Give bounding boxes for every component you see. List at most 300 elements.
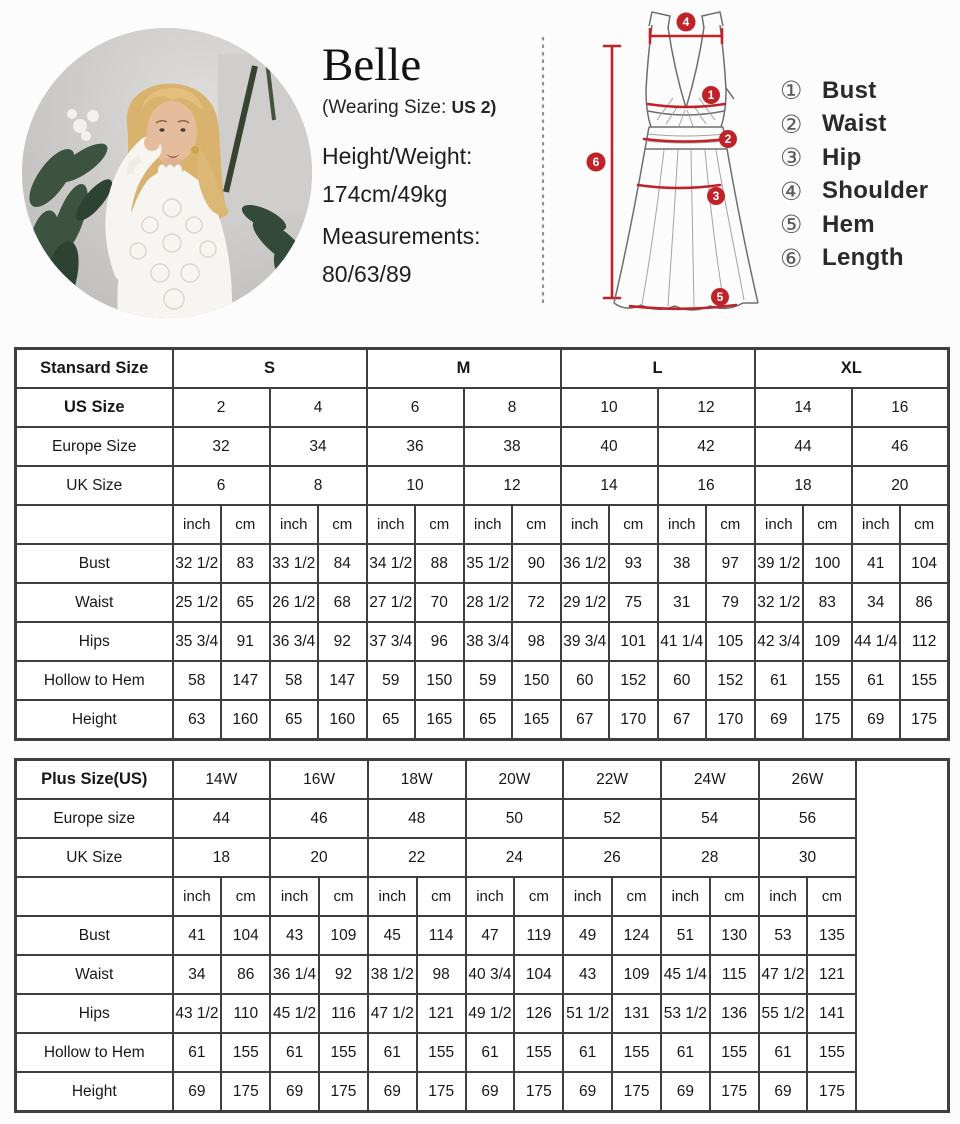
- measurements-label: Measurements:: [322, 222, 481, 249]
- measure-value: 155: [710, 1033, 759, 1072]
- measure-value: 160: [318, 700, 367, 740]
- bust-marker: [702, 86, 720, 104]
- circled-number-icon: ⑤: [780, 210, 803, 240]
- measure-value: 36 1/4: [270, 955, 319, 994]
- measure-value: 91: [221, 622, 270, 661]
- unit-header: inch: [661, 877, 710, 916]
- table-row: [16, 505, 949, 544]
- measure-value: 126: [514, 994, 563, 1033]
- measure-value: 69: [759, 1072, 808, 1112]
- legend-item-hip: [780, 141, 928, 175]
- measure-value: 131: [612, 994, 661, 1033]
- measure-value: 51 1/2: [563, 994, 612, 1033]
- model-photo: [22, 28, 312, 318]
- measure-value: 119: [514, 916, 563, 955]
- measure-value: 28 1/2: [464, 583, 513, 622]
- table-row: [16, 466, 949, 505]
- unit-header: inch: [852, 505, 901, 544]
- standard-size-table-title: Stansard Size: [16, 349, 173, 389]
- wearing-size-value: US 2): [451, 96, 497, 117]
- circled-number-icon: ⑥: [780, 243, 803, 273]
- measure-value: 42 3/4: [755, 622, 804, 661]
- measure-value: 155: [807, 1033, 856, 1072]
- circled-number-icon: ②: [780, 109, 803, 139]
- unit-header: cm: [807, 877, 856, 916]
- measure-value: 61: [661, 1033, 710, 1072]
- measure-value: 104: [221, 916, 270, 955]
- measure-value: 92: [319, 955, 368, 994]
- measure-value: 170: [706, 700, 755, 740]
- measure-value: 61: [173, 1033, 222, 1072]
- row-label: Bust: [16, 544, 173, 583]
- standard-size-table: [14, 347, 950, 741]
- size-value: 16: [852, 388, 949, 427]
- table-row: [16, 349, 949, 389]
- measure-value: 69: [466, 1072, 515, 1112]
- table-row: [16, 760, 949, 800]
- unit-header: cm: [512, 505, 561, 544]
- unit-header: cm: [319, 877, 368, 916]
- measure-value: 175: [221, 1072, 270, 1112]
- measure-value: 84: [318, 544, 367, 583]
- size-value: 6: [367, 388, 464, 427]
- measure-value: 152: [706, 661, 755, 700]
- svg-text:1: 1: [707, 88, 715, 102]
- measure-value: 68: [318, 583, 367, 622]
- measure-value: 47 1/2: [368, 994, 417, 1033]
- measure-value: 36 1/2: [561, 544, 610, 583]
- table-row: [16, 544, 949, 583]
- table-row: [16, 622, 949, 661]
- row-label: UK Size: [16, 466, 173, 505]
- size-value: 10: [367, 466, 464, 505]
- measure-value: 155: [319, 1033, 368, 1072]
- measure-value: 33 1/2: [270, 544, 319, 583]
- measure-value: 104: [514, 955, 563, 994]
- header-section: [0, 0, 960, 347]
- table-row: [16, 1033, 949, 1072]
- measure-value: 69: [368, 1072, 417, 1112]
- measure-markers: [587, 13, 738, 307]
- unit-header: inch: [755, 505, 804, 544]
- measure-value: 61: [466, 1033, 515, 1072]
- size-value: 36: [367, 427, 464, 466]
- measure-value: 165: [512, 700, 561, 740]
- size-group-header: 18W: [368, 760, 466, 800]
- measure-value: 69: [852, 700, 901, 740]
- unit-header: cm: [318, 505, 367, 544]
- svg-text:3: 3: [712, 189, 720, 203]
- measure-value: 38 1/2: [368, 955, 417, 994]
- measure-value: 34 1/2: [367, 544, 416, 583]
- measure-value: 109: [319, 916, 368, 955]
- measure-value: 83: [803, 583, 852, 622]
- size-value: 14: [561, 466, 658, 505]
- measure-value: 155: [612, 1033, 661, 1072]
- table-row: [16, 877, 949, 916]
- table-row: [16, 916, 949, 955]
- table-row: [16, 955, 949, 994]
- measure-value: 79: [706, 583, 755, 622]
- row-label: Waist: [16, 583, 173, 622]
- table-row: [16, 799, 949, 838]
- size-group-header: L: [561, 349, 755, 389]
- unit-header: inch: [367, 505, 416, 544]
- measure-value: 63: [173, 700, 222, 740]
- row-label: [16, 877, 173, 916]
- size-value: 22: [368, 838, 466, 877]
- wearing-size: [322, 97, 542, 119]
- measure-value: 44 1/4: [852, 622, 901, 661]
- measure-value: 104: [900, 544, 949, 583]
- row-label: Height: [16, 1072, 173, 1112]
- measure-value: 65: [270, 700, 319, 740]
- measure-value: 45: [368, 916, 417, 955]
- size-value: 10: [561, 388, 658, 427]
- size-value: 12: [658, 388, 755, 427]
- legend-item-bust: [780, 74, 928, 108]
- measure-value: 175: [319, 1072, 368, 1112]
- measure-value: 53 1/2: [661, 994, 710, 1033]
- measure-value: 49: [563, 916, 612, 955]
- size-value: 4: [270, 388, 367, 427]
- measure-value: 65: [221, 583, 270, 622]
- row-label: Height: [16, 700, 173, 740]
- measure-value: 69: [661, 1072, 710, 1112]
- measure-value: 25 1/2: [173, 583, 222, 622]
- size-value: 54: [661, 799, 759, 838]
- legend-label: Bust: [822, 76, 877, 104]
- measure-value: 65: [464, 700, 513, 740]
- measure-value: 58: [173, 661, 222, 700]
- unit-header: cm: [706, 505, 755, 544]
- measure-value: 150: [415, 661, 464, 700]
- measure-value: 101: [609, 622, 658, 661]
- measure-value: 32 1/2: [173, 544, 222, 583]
- measure-value: 155: [221, 1033, 270, 1072]
- table-row: [16, 994, 949, 1033]
- unit-header: cm: [514, 877, 563, 916]
- unit-header: inch: [270, 505, 319, 544]
- size-group-header: 22W: [563, 760, 661, 800]
- size-value: 24: [466, 838, 564, 877]
- unit-header: cm: [221, 505, 270, 544]
- unit-header: cm: [900, 505, 949, 544]
- measure-value: 175: [710, 1072, 759, 1112]
- measurements-value: 80/63/89: [322, 260, 412, 287]
- unit-header: inch: [759, 877, 808, 916]
- measure-value: 69: [755, 700, 804, 740]
- height-weight-label: Height/Weight:: [322, 142, 473, 169]
- unit-header: inch: [270, 877, 319, 916]
- measure-value: 60: [561, 661, 610, 700]
- size-value: 20: [270, 838, 368, 877]
- measure-value: 60: [658, 661, 707, 700]
- legend-label: Length: [822, 244, 904, 272]
- measure-value: 61: [759, 1033, 808, 1072]
- row-label: Bust: [16, 916, 173, 955]
- measure-value: 83: [221, 544, 270, 583]
- measure-value: 35 3/4: [173, 622, 222, 661]
- size-group-header: 14W: [173, 760, 271, 800]
- measure-value: 59: [367, 661, 416, 700]
- measure-value: 39 3/4: [561, 622, 610, 661]
- measure-value: 155: [803, 661, 852, 700]
- measure-value: 29 1/2: [561, 583, 610, 622]
- unit-header: cm: [612, 877, 661, 916]
- measure-value: 45 1/2: [270, 994, 319, 1033]
- measure-value: 121: [807, 955, 856, 994]
- unit-header: inch: [368, 877, 417, 916]
- waist-marker: [719, 130, 737, 148]
- row-label: Hips: [16, 622, 173, 661]
- measure-value: 152: [609, 661, 658, 700]
- standard-size-table-section: [14, 347, 960, 741]
- length-measure-line: [604, 46, 620, 298]
- empty-column: [856, 760, 948, 1112]
- measure-value: 61: [270, 1033, 319, 1072]
- measure-value: 69: [563, 1072, 612, 1112]
- circled-number-icon: ④: [780, 176, 803, 206]
- size-value: 18: [173, 838, 271, 877]
- measure-value: 69: [173, 1072, 222, 1112]
- measure-value: 32 1/2: [755, 583, 804, 622]
- measure-value: 114: [417, 916, 466, 955]
- measure-value: 58: [270, 661, 319, 700]
- unit-header: cm: [417, 877, 466, 916]
- size-value: 44: [173, 799, 271, 838]
- legend-label: Hem: [822, 210, 875, 238]
- size-value: 20: [852, 466, 949, 505]
- measure-value: 112: [900, 622, 949, 661]
- measure-value: 67: [658, 700, 707, 740]
- measure-value: 110: [221, 994, 270, 1033]
- measure-value: 141: [807, 994, 856, 1033]
- measure-value: 49 1/2: [466, 994, 515, 1033]
- measure-value: 96: [415, 622, 464, 661]
- measure-value: 43: [270, 916, 319, 955]
- svg-text:4: 4: [682, 15, 690, 29]
- measure-value: 155: [417, 1033, 466, 1072]
- legend-item-shoulder: [780, 175, 928, 209]
- measure-value: 61: [852, 661, 901, 700]
- measure-value: 38 3/4: [464, 622, 513, 661]
- measure-value: 86: [900, 583, 949, 622]
- measure-value: 27 1/2: [367, 583, 416, 622]
- measure-value: 31: [658, 583, 707, 622]
- size-value: 46: [270, 799, 368, 838]
- size-value: 40: [561, 427, 658, 466]
- measure-value: 41: [852, 544, 901, 583]
- size-group-header: S: [173, 349, 367, 389]
- measure-value: 47: [466, 916, 515, 955]
- row-label: Europe size: [16, 799, 173, 838]
- measure-value: 59: [464, 661, 513, 700]
- unit-header: cm: [221, 877, 270, 916]
- table-row: [16, 583, 949, 622]
- size-value: 38: [464, 427, 561, 466]
- legend-label: Shoulder: [822, 177, 929, 205]
- size-value: 18: [755, 466, 852, 505]
- measure-value: 35 1/2: [464, 544, 513, 583]
- size-value: 26: [563, 838, 661, 877]
- unit-header: inch: [173, 505, 222, 544]
- size-value: 8: [464, 388, 561, 427]
- measure-lines: [630, 29, 736, 309]
- row-label: Hollow to Hem: [16, 1033, 173, 1072]
- measure-value: 65: [367, 700, 416, 740]
- measure-value: 69: [270, 1072, 319, 1112]
- row-label: Waist: [16, 955, 173, 994]
- measure-value: 61: [755, 661, 804, 700]
- measure-value: 39 1/2: [755, 544, 804, 583]
- row-label: US Size: [16, 388, 173, 427]
- wearing-size-prefix: (Wearing Size:: [322, 96, 447, 118]
- size-value: 2: [173, 388, 270, 427]
- measure-value: 98: [417, 955, 466, 994]
- size-value: 50: [466, 799, 564, 838]
- measure-value: 92: [318, 622, 367, 661]
- size-value: 32: [173, 427, 270, 466]
- measure-value: 175: [803, 700, 852, 740]
- svg-text:5: 5: [716, 290, 724, 304]
- measure-value: 150: [512, 661, 561, 700]
- unit-header: cm: [415, 505, 464, 544]
- size-group-header: 16W: [270, 760, 368, 800]
- measure-value: 147: [221, 661, 270, 700]
- measure-value: 175: [612, 1072, 661, 1112]
- length-marker: [587, 153, 606, 172]
- measure-value: 175: [514, 1072, 563, 1112]
- measure-value: 105: [706, 622, 755, 661]
- legend-item-waist: [780, 108, 928, 142]
- row-label: Hips: [16, 994, 173, 1033]
- measure-value: 97: [706, 544, 755, 583]
- size-value: 48: [368, 799, 466, 838]
- unit-header: cm: [609, 505, 658, 544]
- size-group-header: 24W: [661, 760, 759, 800]
- measure-value: 109: [803, 622, 852, 661]
- height-weight-value: 174cm/49kg: [322, 180, 448, 207]
- measure-value: 115: [710, 955, 759, 994]
- model-info: [322, 39, 542, 288]
- shoulder-marker: [677, 13, 696, 32]
- measure-value: 40 3/4: [466, 955, 515, 994]
- measure-value: 175: [807, 1072, 856, 1112]
- unit-header: inch: [466, 877, 515, 916]
- measure-value: 130: [710, 916, 759, 955]
- measure-value: 170: [609, 700, 658, 740]
- unit-header: cm: [803, 505, 852, 544]
- size-group-header: 26W: [759, 760, 857, 800]
- legend-item-hem: [780, 208, 928, 242]
- size-value: 28: [661, 838, 759, 877]
- measure-value: 136: [710, 994, 759, 1033]
- measure-value: 38: [658, 544, 707, 583]
- measure-value: 75: [609, 583, 658, 622]
- unit-header: inch: [561, 505, 610, 544]
- size-value: 56: [759, 799, 857, 838]
- table-row: [16, 427, 949, 466]
- size-value: 44: [755, 427, 852, 466]
- measure-value: 124: [612, 916, 661, 955]
- plus-size-table: [14, 758, 950, 1113]
- circled-number-icon: ③: [780, 143, 803, 173]
- measure-value: 26 1/2: [270, 583, 319, 622]
- measure-value: 41 1/4: [658, 622, 707, 661]
- measure-value: 175: [900, 700, 949, 740]
- plus-size-table-title: Plus Size(US): [16, 760, 173, 800]
- measure-value: 34: [852, 583, 901, 622]
- measure-value: 109: [612, 955, 661, 994]
- measure-value: 43: [563, 955, 612, 994]
- measure-value: 100: [803, 544, 852, 583]
- svg-text:6: 6: [592, 155, 600, 169]
- measure-value: 36 3/4: [270, 622, 319, 661]
- size-value: 6: [173, 466, 270, 505]
- measure-value: 37 3/4: [367, 622, 416, 661]
- measure-value: 45 1/4: [661, 955, 710, 994]
- size-value: 12: [464, 466, 561, 505]
- row-label: Europe Size: [16, 427, 173, 466]
- table-row: [16, 838, 949, 877]
- size-group-header: 20W: [466, 760, 564, 800]
- size-value: 30: [759, 838, 857, 877]
- measure-value: 90: [512, 544, 561, 583]
- measure-value: 155: [900, 661, 949, 700]
- model-photo-illustration: [22, 28, 312, 318]
- measure-value: 135: [807, 916, 856, 955]
- measure-value: 67: [561, 700, 610, 740]
- unit-header: inch: [658, 505, 707, 544]
- table-row: [16, 700, 949, 740]
- circled-number-icon: ①: [780, 76, 803, 106]
- legend-item-length: [780, 242, 928, 276]
- size-value: 34: [270, 427, 367, 466]
- size-group-header: M: [367, 349, 561, 389]
- measure-value: 43 1/2: [173, 994, 222, 1033]
- size-value: 46: [852, 427, 949, 466]
- hem-marker: [711, 288, 729, 306]
- unit-header: inch: [563, 877, 612, 916]
- measure-value: 70: [415, 583, 464, 622]
- measure-value: 53: [759, 916, 808, 955]
- measure-value: 147: [318, 661, 367, 700]
- measure-value: 165: [415, 700, 464, 740]
- size-value: 8: [270, 466, 367, 505]
- row-label: Hollow to Hem: [16, 661, 173, 700]
- measure-value: 55 1/2: [759, 994, 808, 1033]
- measure-value: 61: [563, 1033, 612, 1072]
- legend-label: Hip: [822, 143, 862, 171]
- table-row: [16, 1072, 949, 1112]
- size-value: 14: [755, 388, 852, 427]
- measure-value: 47 1/2: [759, 955, 808, 994]
- row-label: [16, 505, 173, 544]
- model-name: Belle: [322, 39, 422, 91]
- measurement-legend: [780, 74, 928, 275]
- svg-text:2: 2: [724, 132, 732, 146]
- measure-value: 175: [417, 1072, 466, 1112]
- measure-value: 41: [173, 916, 222, 955]
- legend-label: Waist: [822, 110, 887, 138]
- dress-outline: [614, 12, 758, 310]
- size-value: 16: [658, 466, 755, 505]
- plus-size-table-section: [14, 758, 960, 1113]
- size-value: 42: [658, 427, 755, 466]
- measure-value: 61: [368, 1033, 417, 1072]
- measure-value: 160: [221, 700, 270, 740]
